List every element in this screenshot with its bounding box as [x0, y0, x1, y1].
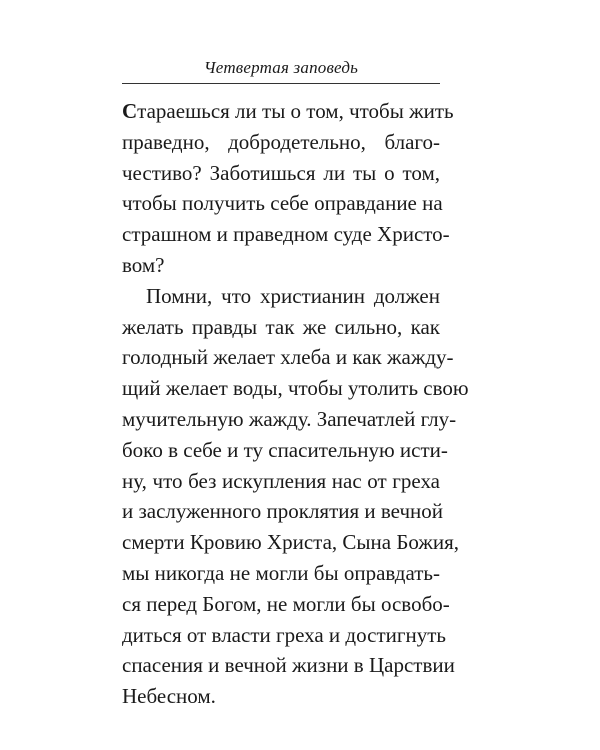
text-line: вом?: [122, 252, 165, 277]
text-line: честиво? Заботишься ли ты о том,: [122, 160, 440, 185]
text-line: мучительную жажду. Запечатлей глу-: [122, 406, 457, 431]
paragraph-1: [122, 96, 454, 281]
text-line: ся перед Богом, не могли бы освобо-: [122, 591, 450, 616]
text-line: чтобы получить себе оправдание на: [122, 191, 443, 216]
text-line: ну, что без искупления нас от греха: [122, 468, 440, 493]
running-head: Четвертая заповедь: [203, 58, 359, 77]
header-rule: [122, 83, 440, 84]
line-text: тараешься ли ты о том, чтобы жить: [137, 99, 454, 123]
text-line: голодный желает хлеба и как жажду-: [122, 345, 454, 370]
text-line: желать правды так же сильно, как: [122, 314, 440, 339]
text-line: Помни, что христианин должен: [146, 283, 440, 308]
text-line: праведно, добродетельно, благо-: [122, 129, 440, 154]
text-line: страшном и праведном суде Христо-: [122, 222, 450, 247]
text-line: [122, 96, 454, 127]
text-line: мы никогда не могли бы оправдать-: [122, 560, 440, 585]
text-line: спасения и вечной жизни в Царствии: [122, 653, 455, 678]
drop-cap: С: [122, 99, 138, 123]
text-line: смерти Кровию Христа, Сына Божия,: [122, 530, 460, 555]
text-line: боко в себе и ту спасительную исти-: [122, 437, 448, 462]
text-line: диться от власти греха и достигнуть: [122, 622, 446, 647]
body-text: [122, 96, 469, 712]
text-line: щий желает воды, чтобы утолить свою: [122, 376, 469, 401]
text-line: и заслуженного проклятия и вечной: [122, 499, 444, 524]
paragraph-2: [122, 281, 469, 712]
text-line: Небесном.: [122, 684, 216, 709]
